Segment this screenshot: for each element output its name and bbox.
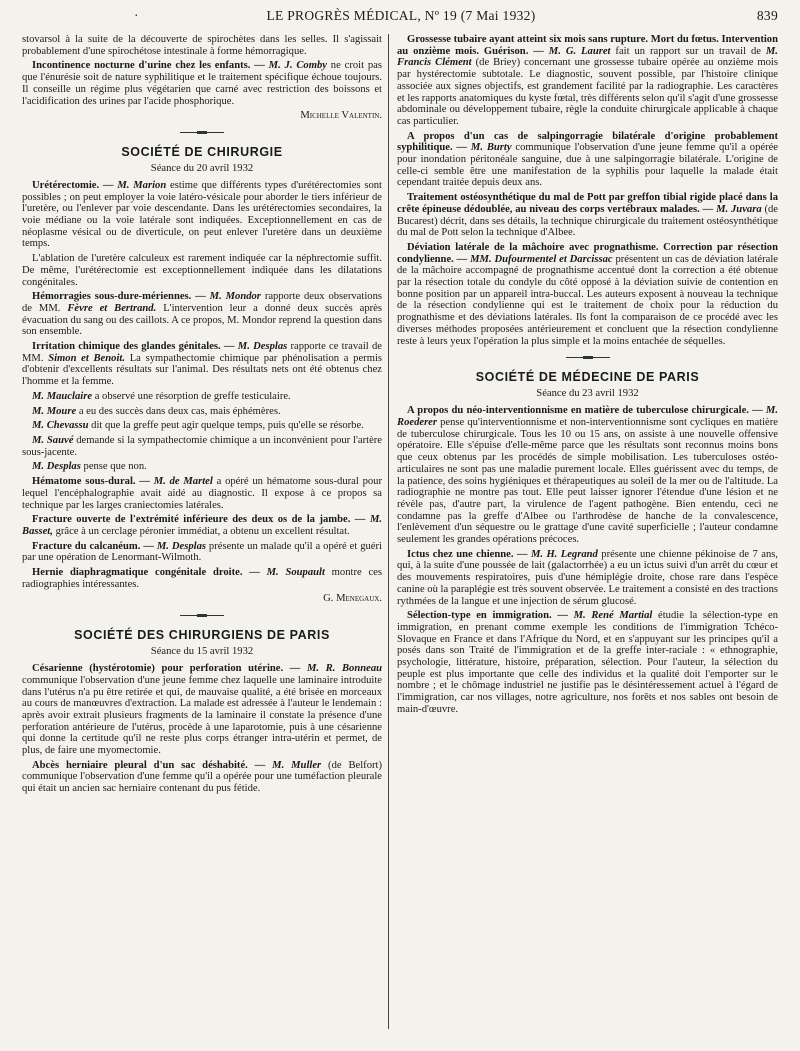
discussion-item: M. Chevassu dit que la greffe peut agir quelque temps, puis qu'elle se résorbe. [32,420,364,432]
section-divider [180,615,224,616]
page-number: 839 [756,8,778,23]
header-dot: · [134,8,139,23]
article-enuresie: Incontinence nocturne d'urine chez les enfants. — M. J. Comby ne croit pas que l'énurésie soit de nature syphilitique et le traitement spécifique échoue toujours. Il conseille un régime plus végétarien que carné avec restriction des boissons et l'acidification des urines par l'acide phosphorique. [22,60,382,107]
paragraph: stovarsol à la suite de la découverte de spirochètes dans les selles. Il s'agissait probablement d'une spirochétose intestinale à forme hémorragique. [22,34,382,57]
article-mal-de-pott: Traitement ostéosynthétique du mal de Pott par greffon tibial rigide placé dans la crête épineuse dédoublée, au niveau des corps vertébraux malades. — M. Juvara (de Bucarest) décrit, dans ses détails, la technique chirurgicale du traitement ostéosynthétique du mal de Pott selon la technique d'Albee. [397,192,778,239]
article-ictus: Ictus chez une chienne. — M. H. Legrand présente une chienne pékinoise de 7 ans, qui, à la suite d'une poussée de lait (galactorrhée) a eu un ictus suivi d'un arrêt du cœur et des mouvements respiratoires, puis d'une hémiplégie droite, chose rare dans l'espèce canine où la paraplégie est très souvent observée. Le traitement a consisté en des tractions rythmées de la langue et une injection de sérum glucosé. [397,548,778,607]
left-column [22,34,382,1041]
article-cesarienne: Césarienne (hystérotomie) pour perforation utérine. — M. R. Bonneau communique l'observation d'une jeune femme chez laquelle une laminaire introduite dans l'utérus n'a pu être retirée et qui, de mauvaise qualité, a été brisée en morceaux au cours de manœuvres d'extraction. La malade est adressée à l'auteur le lendemain : après avoir extrait plusieurs fragments de la laminaire il constate la présence d'une perforation antérieure de l'utérus, procède à une laparotomie, puis à une césarienne qui donne la certitude qu'il ne reste plus corps étranger intra-utérin et permet, de plus, de faire une myomectomie. [22,663,382,757]
article-irritation: Irritation chimique des glandes génitales. — M. Desplas rapporte ce travail de MM. Simon et Benoit. La sympathectomie chimique par phénolisation a permis d'obtenir d'excellents résultats sur l'animal. Des résultats nets ont été obtenus chez l'homme et la femme. [22,341,382,388]
discussion-item: M. Desplas pense que non. [32,461,147,473]
author-signature: Michelle Valentin. [300,110,382,122]
right-column [397,34,778,1041]
session-date: Séance du 15 avril 1932 [150,646,254,658]
section-heading: SOCIÉTÉ DES CHIRURGIENS DE PARIS [74,628,330,643]
section-divider [180,132,224,133]
article-fracture-calcaneum: Fracture du calcanéum. — M. Desplas présente un malade qu'il a opéré et guéri par une opération de Lenormant-Wilmoth. [22,540,382,564]
article-grossesse: Grossesse tubaire ayant atteint six mois sans rupture. Mort du fœtus. Intervention au onzième mois. Guérison. — M. G. Lauret fait un rapport sur un travail de M. Francis Clément (de Briey) concernant une grossesse tubaire opérée au onzième mois par hystérectomie subtotale. Le diagnostic, souvent possible, par l'histoire clinique associée aux signes objectifs, est grandement facilité par la radiographie. Les caractères et les rapports anatomiques du kyste fœtal, très différents selon qu'il s'agit d'une grossesse abdominale ou développement tubaire, règle la conduite chirurgicale applicable à chaque cas particulier. [397,34,778,127]
discussion-item: M. Sauvé demande si la sympathectomie chimique a un inconvénient pour l'artère sous-jacente. [22,434,382,458]
journal-title: LE PROGRÈS MÉDICAL, Nº 19 (7 Mai 1932) [266,8,536,23]
paragraph: L'ablation de l'uretère calculeux est rarement indiquée car la néphrectomie suffit. De même, l'urétérectomie est exceptionnellement indiquée dans les dilatations congénitales. [22,253,382,288]
section-heading: SOCIÉTÉ DE CHIRURGIE [121,144,283,159]
article-hemorragies: Hémorragies sous-dure-mériennes. — M. Mondor rapporte deux observations de MM. Fèvre et Bertrand. L'intervention leur a donné deux succès après évacuation du sang ou des caillots. A ce propos, M. Mondor reprend la question dans son ensemble. [22,291,382,338]
discussion-item: M. Mauclaire a observé une résorption de greffe testiculaire. [32,390,291,402]
article-abces: Abcès herniaire pleural d'un sac déshabité. — M. Muller (de Belfort) communique l'observation d'une femme qu'il a opérée pour une tuméfaction pleurale qui était un ancien sac herniaire contenant du pus fétide. [22,759,382,795]
session-date: Séance du 20 avril 1932 [150,162,254,174]
article-machoire: Déviation latérale de la mâchoire avec prognathisme. Correction par résection condylienne. — MM. Dufourmentel et Darcissac présentent un cas de déviation latérale de la mâchoire accompagné de prognathisme accentué dont la correction a été obtenue par la résection totale du condyle du côté opposé à la déviation suivie de contention en bonne position par un appareil intra-buccal. Les auteurs exposent à nouveau la technique de la résection condylienne qui est le traitement de choix pour la réduction du prognathisme et des déviations latérales. Ils font la comparaison de ce procédé avec les diverses méthodes proposées antérieurement et concluent que la résection condylienne reste à leurs yeux l'opération la plus simple et la moins entachée de séquelles. [397,241,778,347]
section-heading: SOCIÉTÉ DE MÉDECINE DE PARIS [475,370,700,385]
author-signature: G. Menegaux. [323,593,382,605]
article-tuberculose: A propos du néo-interventionnisme en matière de tuberculose chirurgicale. — M. Roederer pense qu'interventionnisme et non-interventionnisme sont cycliques en matière de tuberculose chirurgicale. Tous les 10 ou 15 ans, on assiste à une nouvelle offensive opératoire. Elle s'épuise d'elle-même parce que les résultats sont reconnus moins bons que ceux obtenus par les procédés de simple mobilisation. Les tuberculoses ostéo-articulaires ne sont pas une maladie purement locale. Elles guérissent avec du temps, de la patience, des soins hygiéniques et thérapeutiques au soleil de la mer ou de l'altitude. La radiographie ne montre pas tout. Elle peut laisser ignorer l'étendue d'une lésion et ne révèle pas, d'autre part, la virulence de l'agent pathogène. Bien entendu, ceci ne condamne pas la greffe d'Albee ou l'arthrodèse de hanche de la convalescence, l'enlèvement d'un séquestre ou le grattage d'une cavité superficielle ; l'auteur condamne seulement les grandes opérations précoces. [397,405,778,546]
article-salpingorragie: A propos d'un cas de salpingorragie bilatérale d'origine probablement syphilitique. — M. Burty communique l'observation d'une jeune femme qu'il a opérée pour inondation péritonéale sanguine, due à une salpingorragie bilatérale. L'origine de celle-ci semble être une manifestation de la syphilis pour laquelle la malade était cependant traitée depuis deux ans. [397,130,778,189]
discussion-item: M. Moure a eu des succès dans deux cas, mais éphémères. [32,405,281,417]
article-ureterectomie: Urétérectomie. — M. Marion estime que différents types d'urétérectomies sont possibles ; on peut employer la voie latéro-vésicale pour aborder le tiers inférieur de l'uretère, ou l'enlever par voie descendante. Dans les urétérectomies secondaires, la voie médiane ou la voie latérale sont indiquées. Exceptionnellement en cas de néoplasme vésical ou de diverticule, on peut enlever l'uretère dans un deuxième temps. [22,179,382,250]
article-hematome: Hématome sous-dural. — M. de Martel a opéré un hématome sous-dural pour lequel l'encéphalographie avait aidé au diagnostic. Il expose à ce propos sa technique par les larges craniectomies latérales. [22,476,382,511]
article-fracture-jambe: Fracture ouverte de l'extrémité inférieure des deux os de la jambe. — M. Basset, grâce à un cerclage péronier immédiat, a obtenu un excellent résultat. [22,514,382,537]
session-date: Séance du 23 avril 1932 [536,388,639,400]
article-hernie: Hernie diaphragmatique congénitale droite. — M. Soupault montre ces radiographies intéressantes. [22,567,382,590]
section-divider [566,357,610,358]
article-immigration: Sélection-type en immigration. — M. René Martial étudie la sélection-type en immigration, en prenant comme exemple les conditions de l'immigration Tchéco-Slovaque en France et dans l'Afrique du Nord, et en s'appuyant sur les principes qu'il a posés dans son Traité de l'immigration et de la greffe inter-raciale : « ethnographie, psychologie, littérature, histoire, préparation, sélection. Pour l'auteur, la sélection du peuple est plus importante que celle des individus et la qualité doit l'emporter sur le nombre ; et le chômage industriel ne justifie pas le désintéressement actuel à l'égard de l'immigration, car nos villages, notre agriculture, nos forêts et nos sables ont besoin de main-d'œuvre. [397,610,778,715]
column-rule [388,34,389,1029]
running-header [24,8,778,26]
